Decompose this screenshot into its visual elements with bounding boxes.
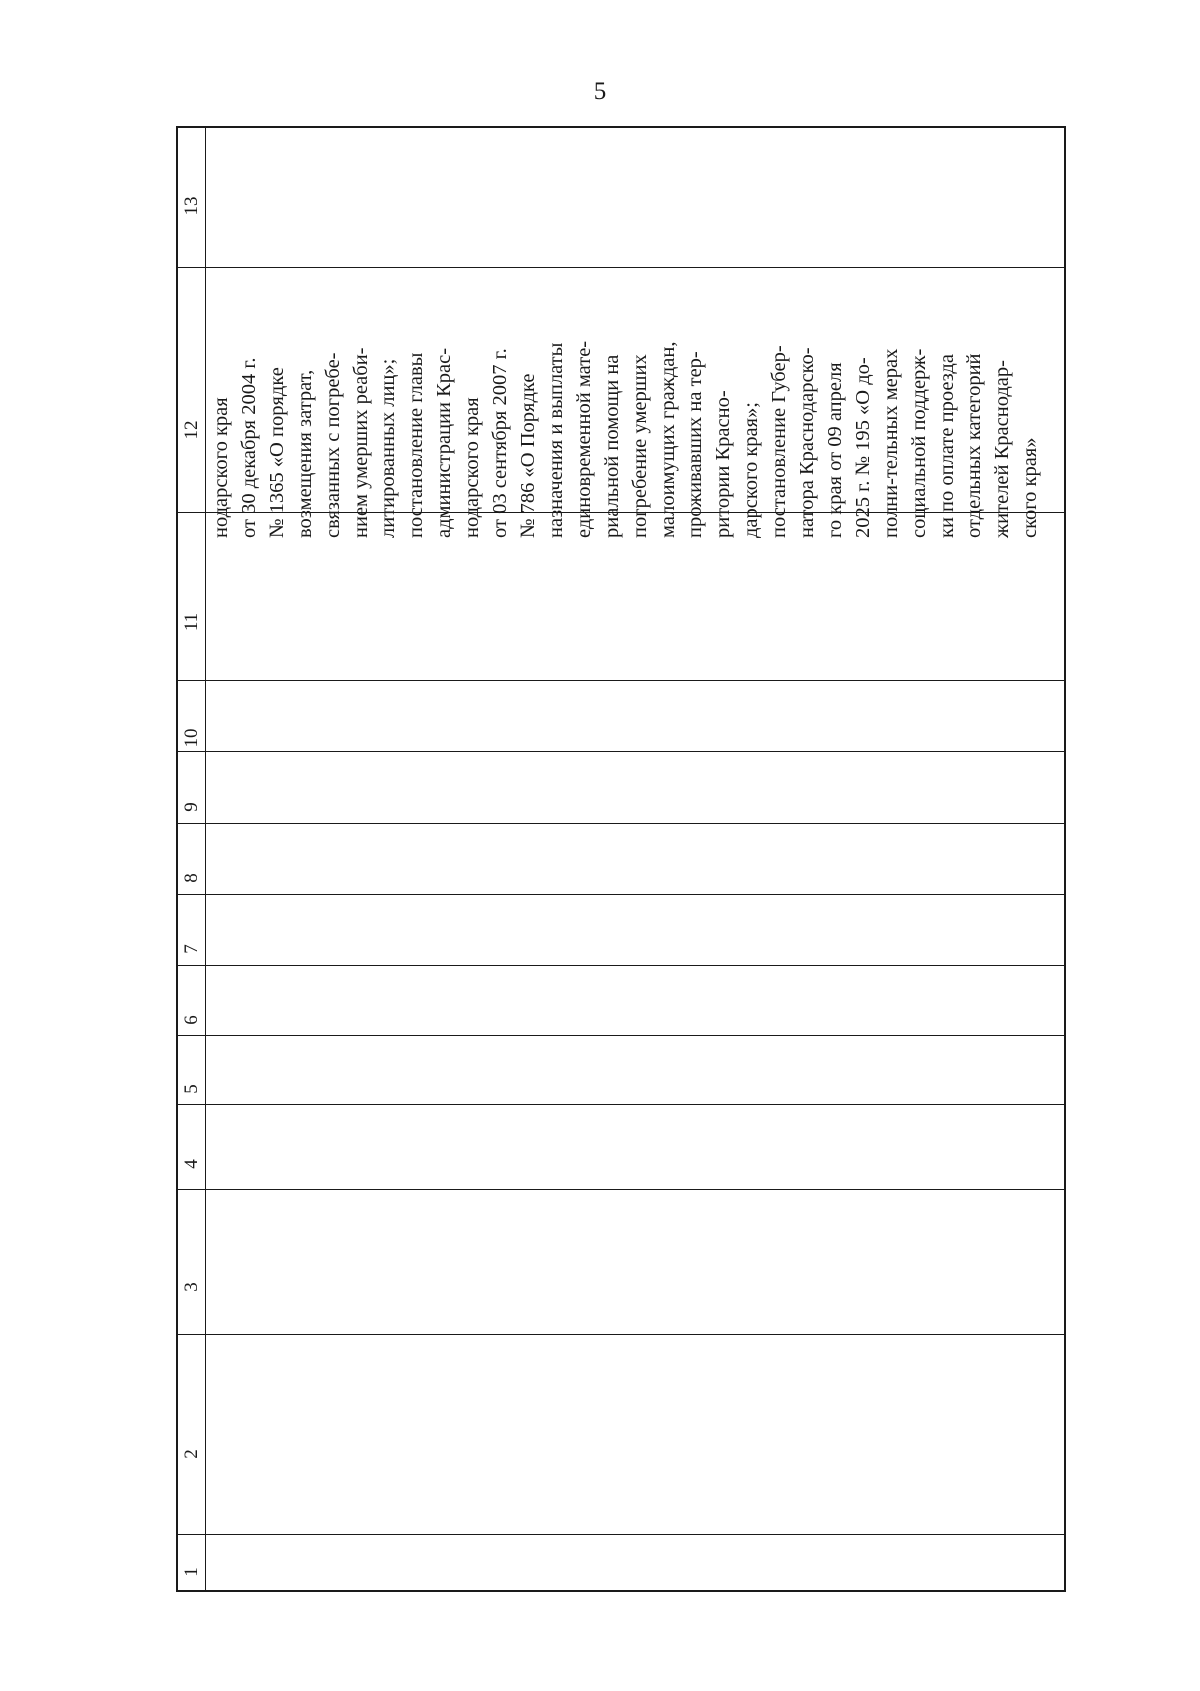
column-number-8: 8 [181, 873, 202, 883]
text-line: администрации Крас- [433, 347, 456, 538]
row-divider [178, 1104, 1064, 1105]
text-line: единовременной мате- [572, 340, 595, 538]
text-line: полни-тельных мерах [879, 348, 902, 538]
column-number-2: 2 [181, 1449, 202, 1459]
text-line: связанных с погребе- [321, 352, 344, 538]
text-line: назначения и выплаты [544, 342, 567, 538]
text-line: малоимущих граждан, [656, 341, 679, 538]
text-line: погребение умерших [628, 354, 651, 538]
column-number-4: 4 [181, 1159, 202, 1169]
row-divider [178, 823, 1064, 824]
text-line: риальной помощи на [600, 354, 623, 538]
column-number-3: 3 [181, 1282, 202, 1292]
column-number-7: 7 [181, 944, 202, 954]
column-number-10: 10 [181, 728, 202, 748]
row-divider [178, 1334, 1064, 1335]
text-line: № 1365 «О порядке [265, 367, 288, 538]
text-line: нодарского края [461, 397, 484, 538]
text-line: постановление Губер- [768, 345, 791, 538]
row-divider [178, 1189, 1064, 1190]
text-line: натора Краснодарско- [796, 347, 819, 538]
row-divider [178, 894, 1064, 895]
text-line: проживавших на тер- [684, 351, 707, 538]
row-divider [178, 751, 1064, 752]
column-12-text [208, 285, 1045, 538]
column-number-6: 6 [181, 1015, 202, 1025]
column-number-5: 5 [181, 1084, 202, 1094]
text-line: постановление главы [405, 352, 428, 538]
text-line: нодарского края [210, 397, 232, 538]
column-number-13: 13 [181, 196, 202, 216]
text-line: от 03 сентября 2007 г. [489, 348, 512, 538]
column-number-header [178, 128, 206, 1590]
text-line: дарского края»; [740, 401, 763, 538]
text-line: нием умерших реаби- [349, 347, 372, 538]
text-line: от 30 декабря 2004 г. [237, 357, 260, 538]
text-line: ского края» [1019, 437, 1042, 538]
text-line: жителей Краснодар- [991, 360, 1014, 538]
column-number-11: 11 [181, 612, 202, 632]
page-number: 5 [593, 78, 607, 105]
column-number-9: 9 [181, 802, 202, 812]
column-number-12: 12 [181, 420, 202, 440]
row-divider [178, 965, 1064, 966]
text-line: возмещения затрат, [293, 369, 316, 538]
row-divider [178, 680, 1064, 681]
text-line: ки по оплате проезда [935, 354, 958, 538]
text-line: социальной поддерж- [907, 348, 930, 538]
row-divider [178, 267, 1064, 268]
text-line: отдельных категорий [963, 353, 986, 538]
text-line: № 786 «О Порядке [516, 373, 539, 538]
text-line: го края от 09 апреля [823, 362, 846, 538]
column-number-1: 1 [181, 1567, 202, 1577]
column-12-cell [208, 285, 1043, 538]
row-divider [178, 1035, 1064, 1036]
text-line: литированных лиц»; [377, 358, 400, 538]
text-line: ритории Красно- [712, 390, 735, 538]
text-line: 2025 г. № 195 «О до- [851, 357, 874, 538]
row-divider [178, 1534, 1064, 1535]
